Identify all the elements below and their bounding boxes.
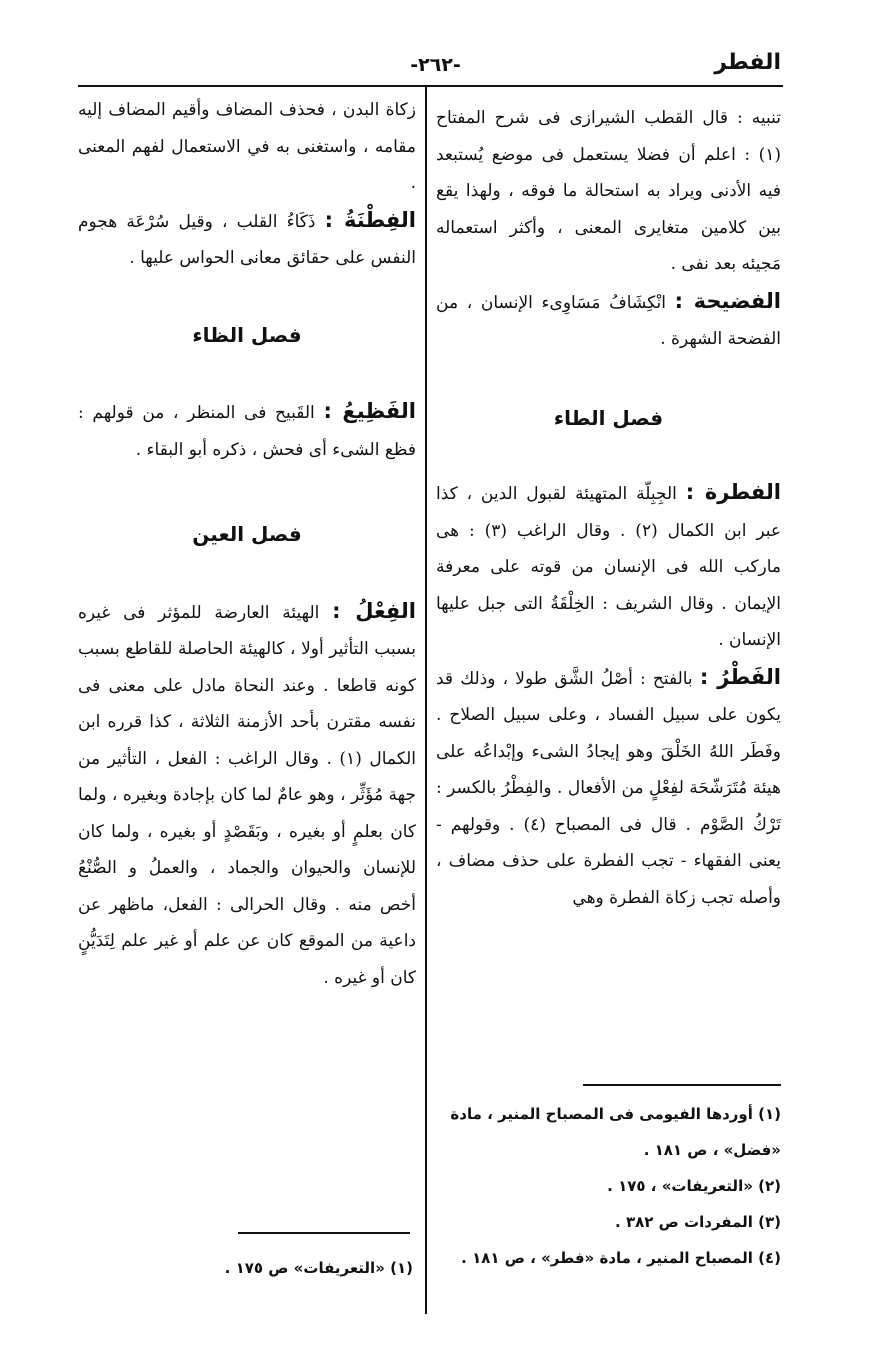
footnote: (١) «التعريفات» ص ١٧٥ . xyxy=(224,1259,413,1277)
footnote: (١) أوردها الفيومى فى المصباح المنير ، مادة «فضل» ، ص ١٨١ . xyxy=(450,1105,781,1159)
continuation-paragraph: زكاة البدن ، فحذف المضاف وأقيم المضاف إليه مقامه ، واستغنى به في الاستعمال لفهم المعنى . xyxy=(78,100,416,193)
column-divider xyxy=(425,86,427,1314)
headword: الفِطْنَةُ : xyxy=(324,207,417,232)
entry-text: ذَكَاءُ القلب ، وقيل سُرْعَة هجوم النفس على حقائق معانى الحواس عليها . xyxy=(78,211,416,268)
footnote: (٢) «التعريفات» ، ١٧٥ . xyxy=(607,1177,781,1195)
footnote-rule-left xyxy=(238,1232,410,1234)
entry-fitra xyxy=(436,474,781,659)
page-number: -٢٦٢- xyxy=(410,54,461,76)
headword: الفطرة : xyxy=(685,480,781,504)
entry-fitna xyxy=(78,202,416,277)
footnotes-left xyxy=(78,1250,413,1286)
section-heading-za: فصل الظاء xyxy=(192,322,302,347)
header-rule xyxy=(78,85,783,87)
right-column xyxy=(436,100,781,916)
headword: الفِعْلُ : xyxy=(332,598,416,623)
headword: الفضيحة : xyxy=(674,288,781,313)
entry-text: الهيئة العارضة للمؤثر فى غيره بسبب التأثير أولا ، كالهيئة الحاصلة للقاطع بسبب كونه قاطعا . وعند النحاة مادل على معنى فى نفسه مقترن بأحد الأزمنة الثلاثة ، كذا قرره ابن الكمال (١) . وقال الراغب : الفعل ، التأثير من جهة مُؤَثِّر ، وهو عامٌ لما كان بإجادة وبغيره ، ولما كان بعلمٍ أو بغيره ، وبَقَصْدٍ أو بغيره ، ولما كان للإنسان والحيوان والجماد ، والعملُ و الصُّنْعُ أخص منه . وقال الحرالى : الفعل، ماظهر عن داعية من الموقع كان عن علم أو غير علم لِتَدَيُّنٍ كان أو غيره . xyxy=(78,602,417,988)
entry-fazi xyxy=(78,393,416,468)
left-column xyxy=(78,92,416,996)
entry-text: الجِبِلّة المتهيئة لقبول الدين ، كذا عبر ابن الكمال (٢) . وقال الراغب (٣) : هى ماركب الله فى الإنسان من قوته على معرفة الإيمان . وقال الشريف : الخِلْقَةُ التى جبل عليها الإنسان . xyxy=(436,484,781,650)
section-heading-ta: فصل الطاء xyxy=(553,405,664,430)
running-head: الفطر xyxy=(714,50,781,75)
tanbih-paragraph: تنبيه : قال القطب الشيرازى فى شرح المفتاح (١) : اعلم أن فضلا يستعمل فى موضع يُستبعد فيه الأدنى ويراد به استحالة ما فوقه ، ولهذا يقع بين كلامين متغايرى المعنى ، وأكثر استعماله مَجيئه بعد نفى . xyxy=(436,108,781,274)
headword: الفَظِيعُ : xyxy=(323,399,417,423)
headword: الفَطْرُ : xyxy=(699,664,781,689)
entry-text: القَبيح فى المنظر ، من قولهم : فظع الشىء أى فحش ، ذكره أبو البقاء . xyxy=(78,403,416,460)
footnotes-right xyxy=(429,1096,781,1276)
footnote: (٤) المصباح المنير ، مادة «فطر» ، ص ١٨١ . xyxy=(461,1249,781,1267)
entry-fadiha xyxy=(436,283,781,358)
section-heading-ayn: فصل العين xyxy=(192,522,302,546)
footnote: (٣) المفردات ص ٣٨٢ . xyxy=(615,1213,781,1231)
entry-fil xyxy=(78,593,416,997)
footnote-rule-right xyxy=(583,1084,781,1086)
entry-text: انْكِشَافُ مَسَاوِىء الإنسان ، من الفضحة الشهرة . xyxy=(436,292,781,349)
entry-text: بالفتح : أصْلُ الشَّق طولا ، وذلك قد يكون على سبيل الفساد ، وعلى سبيل الصلاح . وفَطَر اللهُ الخَلْقَ وهو إيجادُ الشىء وإبْداعُه على هيئة مُتَرَشّحَة لفِعْلٍ من الأفعال . والفِطْرُ بالكسر : تَرْكُ الصَّوْم . قال فى المصباح (٤) . وقولهم - يعنى الفقهاء - تجب الفطرة على حذف مضاف ، وأصله تجب زكاة الفطرة وهي xyxy=(436,668,781,908)
entry-fatr xyxy=(436,659,781,917)
